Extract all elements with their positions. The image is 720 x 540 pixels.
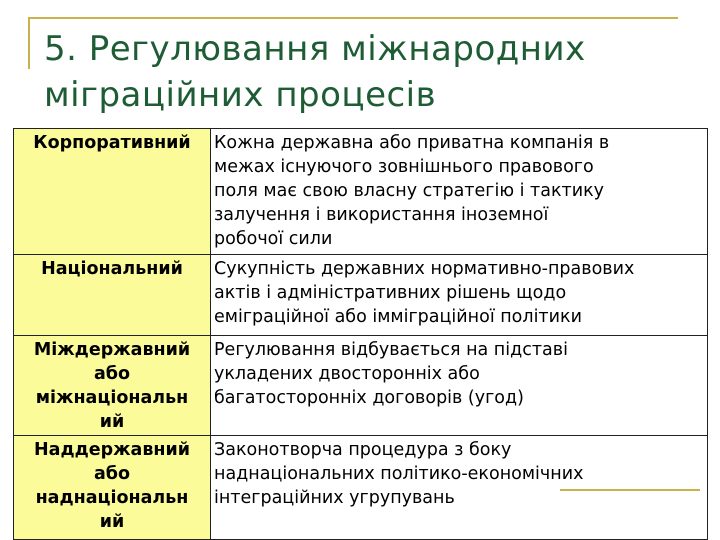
regulation-levels-table bbox=[13, 128, 708, 540]
definition-cell: Законотворча процедура з боку наднаціональних політико-економічних інтеграційних угрупувань bbox=[211, 436, 708, 540]
term-cell: Наддержавний або наднаціональн ий bbox=[14, 436, 211, 540]
slide-title-line-1: 5. Регулювання міжнародних bbox=[44, 29, 586, 69]
table-row bbox=[14, 336, 708, 436]
definition-cell: Кожна державна або приватна компанія в межах існуючого зовнішнього правового поля має свою власну стратегію і тактику залучення і використання іноземної робочої сили bbox=[211, 129, 708, 255]
definition-cell: Сукупність державних нормативно-правових актів і адміністративних рішень щодо еміграційної або імміграційної політики bbox=[211, 255, 708, 336]
slide-title bbox=[44, 26, 684, 118]
term-cell: Корпоративний bbox=[14, 129, 211, 255]
decor-left-line bbox=[28, 17, 30, 69]
table-row bbox=[14, 255, 708, 336]
term-cell: Національний bbox=[14, 255, 211, 336]
table-row bbox=[14, 129, 708, 255]
term-cell: Міждержавний або міжнаціональн ий bbox=[14, 336, 211, 436]
definition-cell: Регулювання відбувається на підставі укладених двосторонніх або багатосторонніх договорів (угод) bbox=[211, 336, 708, 436]
decor-bottom-right-line bbox=[560, 489, 700, 491]
table-row bbox=[14, 436, 708, 540]
decor-top-line bbox=[28, 17, 678, 19]
slide-title-line-2: міграційних процесів bbox=[44, 75, 437, 115]
